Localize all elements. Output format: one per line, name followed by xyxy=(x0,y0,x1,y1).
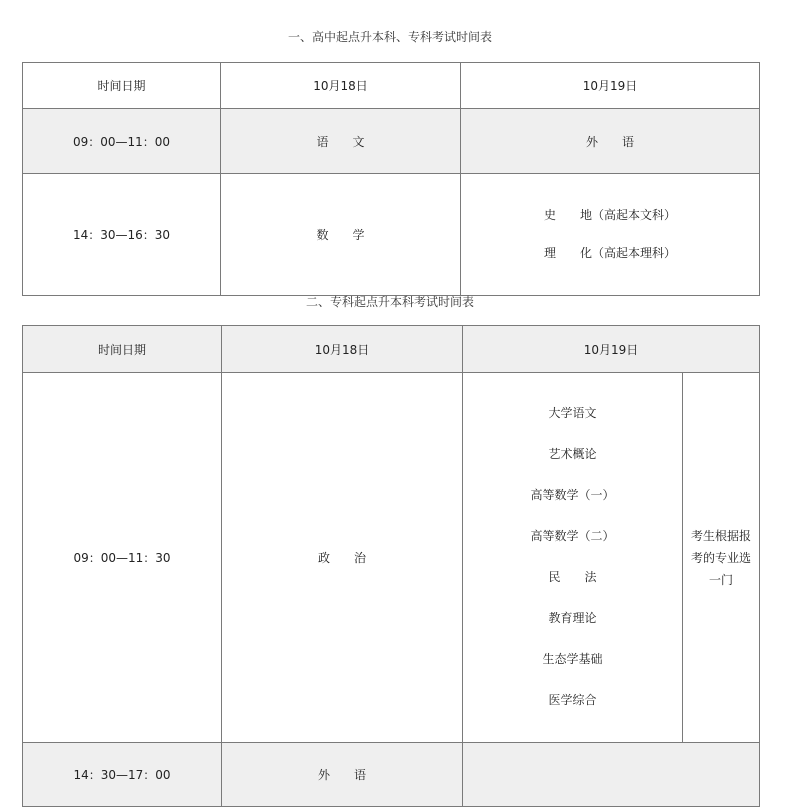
table2-row1-oct19-subjects xyxy=(463,373,683,743)
table2-row2-oct19 xyxy=(463,743,760,807)
table1-row2-oct19 xyxy=(461,174,760,296)
table1-row2-time: 14：30—16：30 xyxy=(23,174,221,296)
table2-header-time: 时间日期 xyxy=(23,326,222,373)
table1-row2-oct18: 数 学 xyxy=(221,174,461,296)
table2-selection-note: 考生根据报考的专业选一门 xyxy=(683,373,760,743)
table1-row1-time: 09：00—11：00 xyxy=(23,109,221,174)
table1-row-afternoon xyxy=(23,174,760,296)
table1-header-time: 时间日期 xyxy=(23,63,221,109)
table1-subject-physics-chemistry: 理 化（高起本理科） xyxy=(543,246,676,260)
exam-schedule-table-2 xyxy=(22,325,760,807)
table2-row1-oct18: 政 治 xyxy=(222,373,463,743)
table2-row2-time: 14：30—17：00 xyxy=(23,743,222,807)
table2-row1-time: 09：00—11：30 xyxy=(23,373,222,743)
table1-row1-oct18: 语 文 xyxy=(221,109,461,174)
subject-advanced-math-1: 高等数学（一） xyxy=(530,488,615,502)
table1-title: 一、高中起点升本科、专科考试时间表 xyxy=(287,30,492,44)
table1-subject-history-geography: 史 地（高起本文科） xyxy=(543,208,676,222)
table2-header-row xyxy=(23,326,760,373)
table1-header-oct19: 10月19日 xyxy=(461,63,760,109)
subject-advanced-math-2: 高等数学（二） xyxy=(530,529,615,543)
subject-civil-law: 民 法 xyxy=(548,570,597,584)
subject-medical-comprehensive: 医学综合 xyxy=(548,693,597,707)
table2-header-oct19: 10月19日 xyxy=(463,326,760,373)
table2-row2-oct18: 外 语 xyxy=(222,743,463,807)
table1-header-row xyxy=(23,63,760,109)
table1-row1-oct19: 外 语 xyxy=(461,109,760,174)
table2-row-afternoon xyxy=(23,743,760,807)
exam-schedule-table-1 xyxy=(22,62,760,296)
table2-title: 二、专科起点升本科考试时间表 xyxy=(305,295,474,309)
table2-header-oct18: 10月18日 xyxy=(222,326,463,373)
subject-education-theory: 教育理论 xyxy=(548,611,597,625)
table1-row-morning xyxy=(23,109,760,174)
table1-header-oct18: 10月18日 xyxy=(221,63,461,109)
subject-art-introduction: 艺术概论 xyxy=(548,447,597,461)
subject-college-chinese: 大学语文 xyxy=(548,406,597,420)
table2-row-morning xyxy=(23,373,760,743)
subject-ecology-basics: 生态学基础 xyxy=(542,652,603,666)
